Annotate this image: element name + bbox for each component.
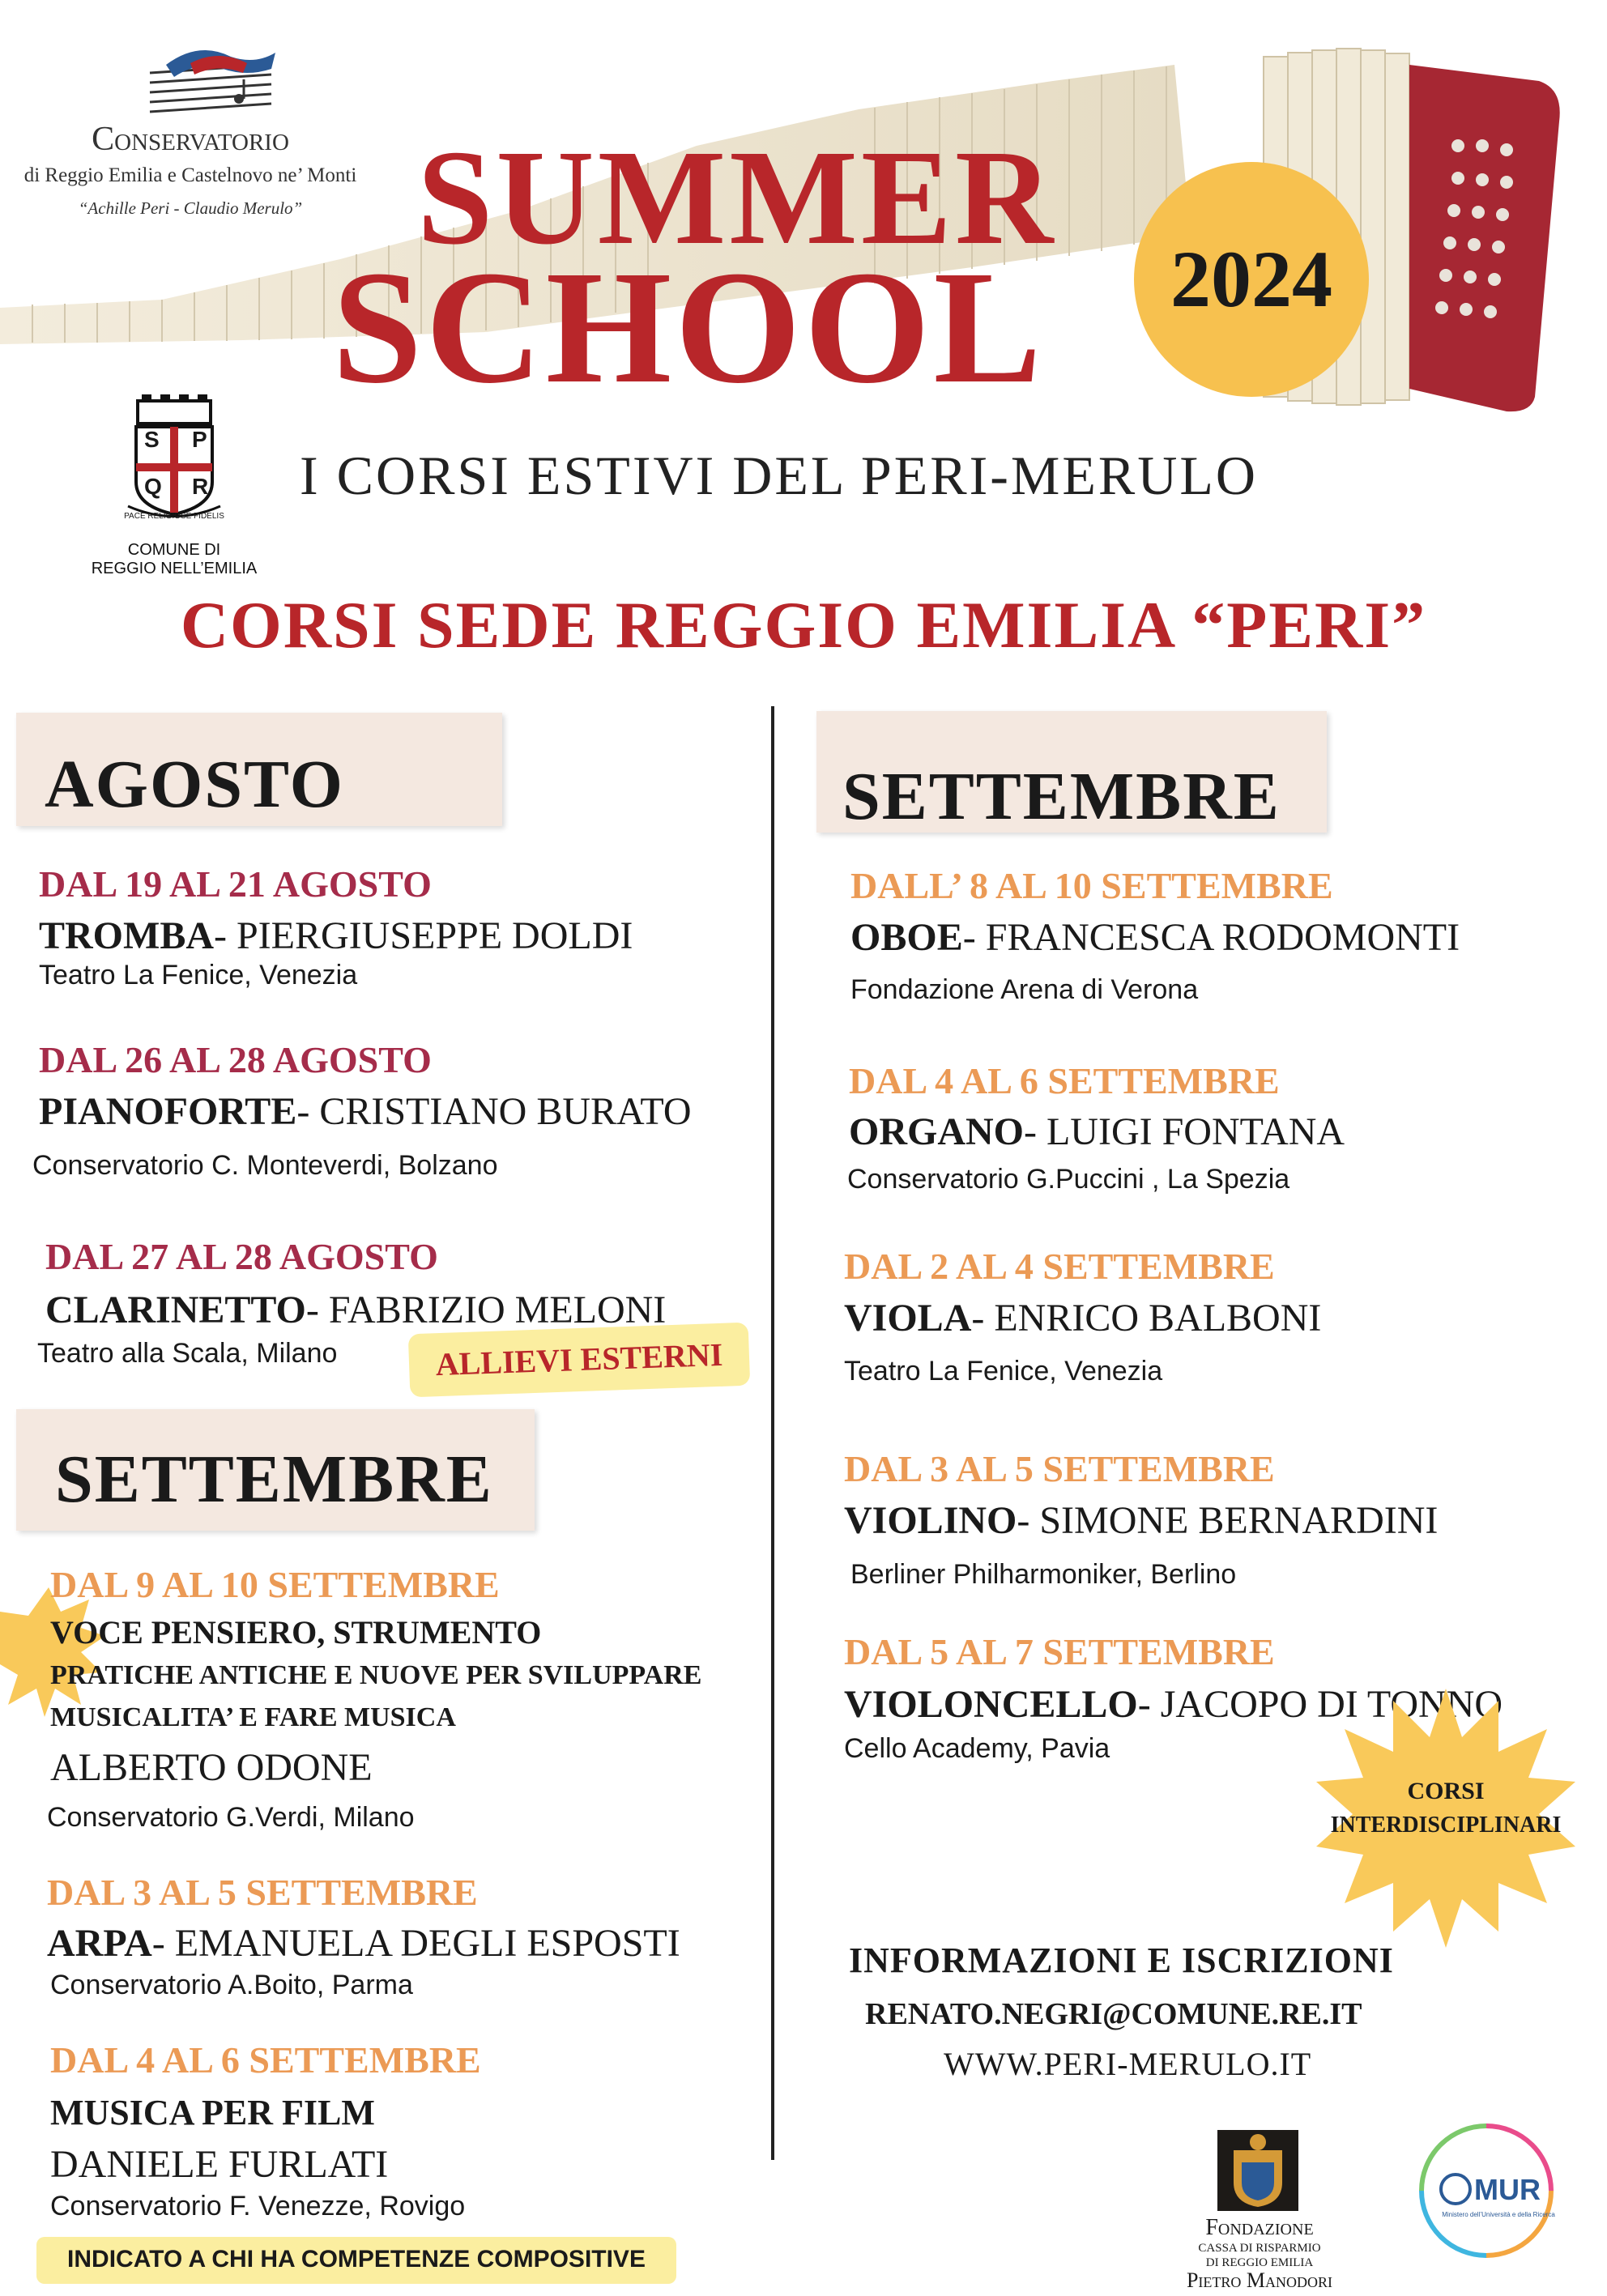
info-email-link[interactable]: RENATO.NEGRI@COMUNE.RE.IT: [865, 1997, 1362, 2031]
course-venue: Conservatorio C. Monteverdi, Bolzano: [32, 1150, 498, 1181]
course-title: [849, 1110, 1345, 1154]
fondazione-line2: CASSA DI RISPARMIO: [1198, 2242, 1321, 2255]
conservatorio-logo: [142, 40, 279, 121]
crest-letter-q: Q: [144, 474, 162, 499]
comune-line2: REGGIO NELL’EMILIA: [91, 560, 258, 577]
info-title: INFORMAZIONI E ISCRIZIONI: [849, 1940, 1394, 1980]
mur-label: MUR: [1474, 2173, 1541, 2206]
voce-title-line1: VOCE PENSIERO, STRUMENTO: [50, 1614, 542, 1651]
course-teacher: - FABRIZIO MELONI: [305, 1289, 667, 1331]
crest-letter-s: S: [144, 427, 160, 452]
course-date: DAL 5 AL 7 SETTEMBRE: [844, 1631, 1275, 1672]
voce-teacher: ALBERTO ODONE: [50, 1746, 373, 1789]
conservatorio-subtitle: di Reggio Emilia e Castelnovo ne’ Monti: [23, 164, 357, 186]
info-website-link[interactable]: WWW.PERI-MERULO.IT: [944, 2046, 1312, 2082]
course-date: DAL 3 AL 5 SETTEMBRE: [844, 1448, 1275, 1489]
course-date: DAL 27 AL 28 AGOSTO: [45, 1236, 438, 1277]
course-teacher: - PIERGIUSEPPE DOLDI: [214, 914, 633, 957]
course-date: DAL 4 AL 6 SETTEMBRE: [50, 2039, 481, 2081]
fondazione-line1: Fondazione: [1205, 2215, 1314, 2240]
course-instrument: CLARINETTO: [45, 1289, 306, 1331]
course-title: [45, 1288, 666, 1332]
course-title: [39, 1089, 691, 1134]
settembre-right-heading: SETTEMBRE: [842, 759, 1281, 834]
course-venue: Conservatorio G.Verdi, Milano: [47, 1802, 415, 1833]
course-date: DALL’ 8 AL 10 SETTEMBRE: [850, 865, 1333, 906]
voce-title-line2: PRATICHE ANTICHE E NUOVE PER SVILUPPARE: [50, 1660, 702, 1690]
course-teacher: - JACOPO DI TONNO: [1137, 1683, 1503, 1726]
agosto-heading: AGOSTO: [45, 747, 344, 822]
course-instrument: ARPA: [47, 1922, 152, 1965]
course-instrument: VIOLONCELLO: [844, 1683, 1138, 1726]
film-teacher: DANIELE FURLATI: [50, 2143, 389, 2186]
fondazione-crest-icon: [1213, 2126, 1302, 2215]
crest-letter-r: R: [192, 474, 209, 499]
course-instrument: VIOLA: [844, 1297, 972, 1340]
course-date: DAL 9 AL 10 SETTEMBRE: [50, 1564, 500, 1605]
conservatorio-dedication: “Achille Peri - Claudio Merulo”: [78, 198, 303, 218]
interdisciplinari-line2: INTERDISCIPLINARI: [1330, 1813, 1562, 1838]
course-date: DAL 2 AL 4 SETTEMBRE: [844, 1246, 1275, 1287]
voce-title-line3: MUSICALITA’ E FARE MUSICA: [50, 1702, 456, 1732]
course-teacher: - LUIGI FONTANA: [1024, 1110, 1345, 1153]
sede-heading: CORSI SEDE REGGIO EMILIA “PERI”: [180, 588, 1427, 662]
course-instrument: VIOLINO: [844, 1499, 1017, 1542]
course-teacher: - CRISTIANO BURATO: [296, 1090, 692, 1133]
course-title: [47, 1921, 680, 1966]
film-note-label: INDICATO A CHI HA COMPETENZE COMPOSITIVE: [67, 2246, 646, 2273]
course-venue: Teatro La Fenice, Venezia: [844, 1356, 1163, 1387]
allievi-badge-label: ALLIEVI ESTERNI: [435, 1335, 723, 1383]
course-instrument: PIANOFORTE: [39, 1090, 297, 1133]
course-instrument: ORGANO: [849, 1110, 1024, 1153]
film-title: MUSICA PER FILM: [50, 2093, 375, 2132]
course-teacher: - EMANUELA DEGLI ESPOSTI: [151, 1922, 680, 1965]
comune-line1: COMUNE DI: [127, 541, 221, 559]
course-date: DAL 3 AL 5 SETTEMBRE: [47, 1872, 478, 1913]
course-teacher: - FRANCESCA RODOMONTI: [962, 916, 1460, 959]
course-date: DAL 4 AL 6 SETTEMBRE: [849, 1060, 1280, 1101]
course-instrument: OBOE: [850, 916, 963, 959]
mur-subtitle: Ministero dell’Università e della Ricerca: [1442, 2211, 1555, 2218]
course-date: DAL 19 AL 21 AGOSTO: [39, 863, 432, 905]
course-instrument: TROMBA: [39, 914, 214, 957]
course-teacher: - ENRICO BALBONI: [971, 1297, 1322, 1340]
subtitle: I CORSI ESTIVI DEL PERI-MERULO: [300, 445, 1258, 506]
title-school: SCHOOL: [332, 238, 1045, 417]
course-title: [39, 914, 633, 958]
column-divider: [771, 706, 774, 2160]
conservatorio-name: Conservatorio: [92, 121, 289, 158]
settembre-heading: SETTEMBRE: [55, 1442, 493, 1517]
course-venue: Teatro La Fenice, Venezia: [39, 960, 358, 990]
crest-letter-p: P: [192, 427, 207, 452]
crest-motto: PACE RELIGIOSE FIDELIS: [124, 512, 224, 521]
course-venue: Conservatorio A.Boito, Parma: [50, 1970, 413, 2000]
year-label: 2024: [1170, 234, 1332, 324]
comune-label: [81, 541, 267, 578]
course-date: DAL 26 AL 28 AGOSTO: [39, 1039, 432, 1080]
course-title: [850, 915, 1460, 960]
course-venue: Fondazione Arena di Verona: [850, 974, 1199, 1005]
course-venue: Cello Academy, Pavia: [844, 1733, 1110, 1764]
comune-crest-icon: [121, 393, 227, 530]
fondazione-line4: Pietro Manodori: [1186, 2268, 1333, 2292]
title-summer: SUMMER: [417, 122, 1057, 273]
course-teacher: - SIMONE BERNARDINI: [1017, 1499, 1439, 1542]
course-venue: Teatro alla Scala, Milano: [37, 1338, 338, 1369]
fondazione-line3: DI REGGIO EMILIA: [1205, 2256, 1314, 2269]
course-title: [844, 1296, 1321, 1340]
course-venue: Conservatorio F. Venezze, Rovigo: [50, 2191, 466, 2221]
course-venue: Conservatorio G.Puccini , La Spezia: [847, 1164, 1290, 1195]
course-title: [844, 1498, 1438, 1543]
course-venue: Berliner Philharmoniker, Berlino: [850, 1559, 1237, 1590]
interdisciplinari-line1: CORSI: [1407, 1778, 1485, 1804]
